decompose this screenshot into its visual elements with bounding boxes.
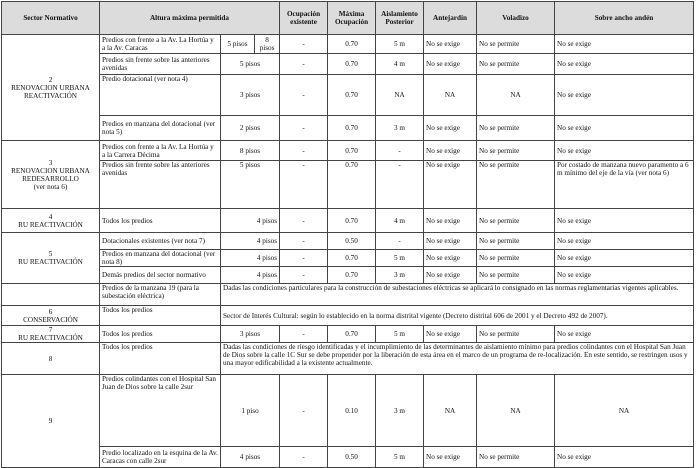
ocupacion-existente-cell: - <box>280 375 328 447</box>
table-row <box>2 233 694 250</box>
predios-cell: Predios con frente a la Av. La Hortúa y a la Av. Caracas <box>100 35 221 54</box>
table-row <box>2 75 694 116</box>
max-ocupacion-cell: 0.70 <box>328 75 376 116</box>
ocupacion-existente-cell: - <box>280 267 328 284</box>
sector-3-cell: 3 RENOVACION URBANA REDESARROLLO (ver nota 6) <box>2 141 100 209</box>
voladizo-cell: No se permite <box>477 141 555 161</box>
voladizo-cell: No se permite <box>477 35 555 54</box>
voladizo-cell: NA <box>477 375 555 447</box>
table-row <box>2 250 694 267</box>
sector-8-cell: 8 <box>2 343 100 375</box>
header-altura: Altura máxima permitida <box>100 2 280 35</box>
sobre-anden-cell: No se exige <box>555 209 694 233</box>
voladizo-cell: No se permite <box>477 54 555 75</box>
voladizo-cell: No se permite <box>477 267 555 284</box>
sector-7-cell: 7 RU REACTIVACIÓN <box>2 326 100 343</box>
max-ocupacion-cell: 0.70 <box>328 116 376 141</box>
height-cell: 1 piso <box>221 375 280 447</box>
predios-cell: Todos los predios <box>100 326 221 343</box>
aislamiento-cell: - <box>376 141 424 161</box>
antejardin-cell: No se exige <box>424 116 477 141</box>
sector-4-cell: 4 RU REACTIVACIÓN <box>2 209 100 233</box>
height-cell: 8 pisos <box>221 141 280 161</box>
voladizo-cell: No se permite <box>477 447 555 468</box>
sobre-anden-cell: No se exige <box>555 267 694 284</box>
sobre-anden-cell: No se exige <box>555 75 694 116</box>
height-cell: 4 pisos <box>221 233 280 250</box>
sobre-anden-cell: No se exige <box>555 250 694 267</box>
antejardin-cell: No se exige <box>424 161 477 209</box>
aislamiento-cell: 5 m <box>376 326 424 343</box>
height-cell: 3 pisos <box>221 75 280 116</box>
predios-cell: Todos los predios <box>100 343 221 375</box>
aislamiento-cell: - <box>376 233 424 250</box>
antejardin-cell: No se exige <box>424 267 477 284</box>
ocupacion-existente-cell: - <box>280 75 328 116</box>
ocupacion-existente-cell: - <box>280 35 328 54</box>
aislamiento-cell: 4 m <box>376 54 424 75</box>
header-sobre-anden: Sobre ancho andén <box>555 2 694 35</box>
table-row <box>2 161 694 209</box>
antejardin-cell: NA <box>424 75 477 116</box>
max-ocupacion-cell: 0.70 <box>328 267 376 284</box>
table-row <box>2 306 694 326</box>
sector-6-cell: 6 CONSERVACIÓN <box>2 306 100 326</box>
table-row <box>2 343 694 375</box>
table-row <box>2 54 694 75</box>
predios-cell: Demás predios del sector normativo <box>100 267 221 284</box>
ocupacion-existente-cell: - <box>280 233 328 250</box>
aislamiento-cell: 5 m <box>376 447 424 468</box>
predios-cell: Predios sin frente sobre las anteriores avenidas <box>100 161 221 209</box>
ocupacion-existente-cell: - <box>280 447 328 468</box>
antejardin-cell: No se exige <box>424 250 477 267</box>
sobre-anden-cell: No se exige <box>555 116 694 141</box>
note-cell: Sector de Interés Cultural: según lo establecido en la norma distrital vigente (Decreto distrital 606 de 2001 y el Decreto 492 de 2007). <box>221 306 694 326</box>
predios-cell: Predios sin frente sobre las anteriores avenidas <box>100 54 221 75</box>
sobre-anden-cell: No se exige <box>555 447 694 468</box>
table-row <box>2 326 694 343</box>
predios-cell: Predio localizado en la esquina de la Av. Caracas con calle 2sur <box>100 447 221 468</box>
sobre-anden-cell: No se exige <box>555 54 694 75</box>
height-cell: 5 pisos <box>221 35 255 54</box>
table-row <box>2 267 694 284</box>
max-ocupacion-cell: 0.70 <box>328 54 376 75</box>
antejardin-cell: NA <box>424 375 477 447</box>
height-cell: 4 pisos <box>221 267 280 284</box>
predios-cell: Predios colindantes con el Hospital San Juan de Dios sobre la calle 2sur <box>100 375 221 447</box>
max-ocupacion-cell: 0.70 <box>328 161 376 209</box>
header-row <box>2 2 694 35</box>
voladizo-cell: No se permite <box>477 233 555 250</box>
antejardin-cell: No se exige <box>424 141 477 161</box>
max-ocupacion-cell: 0.70 <box>328 326 376 343</box>
voladizo-cell: No se permite <box>477 209 555 233</box>
sobre-anden-cell: Por costado de manzana nuevo paramento a 6 m mínimo del eje de la vía (ver nota 6) <box>555 161 694 209</box>
voladizo-cell: No se permite <box>477 161 555 209</box>
predios-cell: Todos los predios <box>100 209 221 233</box>
antejardin-cell: No se exige <box>424 54 477 75</box>
ocupacion-existente-cell: - <box>280 54 328 75</box>
height-cell: 4 pisos <box>221 209 280 233</box>
aislamiento-cell: - <box>376 161 424 209</box>
sobre-anden-cell: No se exige <box>555 141 694 161</box>
sector-2-cell: 2 RENOVACION URBANA REACTIVACIÓN <box>2 35 100 141</box>
max-ocupacion-cell: 0.70 <box>328 35 376 54</box>
header-aislamiento: Aislamiento Posterior <box>376 2 424 35</box>
sobre-anden-cell: No se exige <box>555 35 694 54</box>
table-row <box>2 209 694 233</box>
table-row <box>2 284 694 306</box>
aislamiento-cell: 4 m <box>376 209 424 233</box>
header-sector: Sector Normativo <box>2 2 100 35</box>
header-antejardin: Antejardín <box>424 2 477 35</box>
predios-cell: Predios de la manzana 19 (para la subestación eléctrica) <box>100 284 221 306</box>
sector-empty-cell <box>2 284 100 306</box>
ocupacion-existente-cell: - <box>280 141 328 161</box>
aislamiento-cell: 3 m <box>376 116 424 141</box>
predios-cell: Dotacionales existentes (ver nota 7) <box>100 233 221 250</box>
height-cell: 3 pisos <box>221 326 280 343</box>
header-maxima-ocupacion: Máxima Ocupación <box>328 2 376 35</box>
table-row <box>2 141 694 161</box>
header-voladizo: Voladizo <box>477 2 555 35</box>
antejardin-cell: No se exige <box>424 326 477 343</box>
sobre-anden-cell: No se exige <box>555 326 694 343</box>
antejardin-cell: No se exige <box>424 35 477 54</box>
max-ocupacion-cell: 0.70 <box>328 209 376 233</box>
antejardin-cell: No se exige <box>424 209 477 233</box>
max-ocupacion-cell: 0.10 <box>328 375 376 447</box>
predios-cell: Predio dotacional (ver nota 4) <box>100 75 221 116</box>
ocupacion-existente-cell: - <box>280 326 328 343</box>
antejardin-cell: No se exige <box>424 447 477 468</box>
sector-5-cell: 5 RU REACTIVACIÓN <box>2 233 100 284</box>
max-ocupacion-cell: 0.70 <box>328 250 376 267</box>
aislamiento-cell: 5 m <box>376 35 424 54</box>
height-cell: 2 pisos <box>221 116 280 141</box>
aislamiento-cell: 5 m <box>376 250 424 267</box>
ocupacion-existente-cell: - <box>280 209 328 233</box>
note-cell: Dadas las condiciones de riesgo identificadas y el incumplimiento de las determinantes de aislamiento mínimo para predios colindantes con el Hospital San Juan de Dios sobre la calle 1C Sur se debe propender por la liberación de esta área en el marco de un programa de re-localización. En este sentido, se restringen usos y una mayor edificabilidad a la existente actualmente. <box>221 343 694 375</box>
aislamiento-cell: 3 m <box>376 267 424 284</box>
voladizo-cell: NA <box>477 75 555 116</box>
max-ocupacion-cell: 0.50 <box>328 233 376 250</box>
aislamiento-cell: 3 m <box>376 375 424 447</box>
sobre-anden-cell: NA <box>555 375 694 447</box>
sector-9-cell: 9 <box>2 375 100 468</box>
voladizo-cell: No se permite <box>477 116 555 141</box>
voladizo-cell: No se permite <box>477 250 555 267</box>
height-cell: 4 pisos <box>221 447 280 468</box>
voladizo-cell: No se permite <box>477 326 555 343</box>
predios-cell: Todos los predios <box>100 306 221 326</box>
height-cell: 4 pisos <box>221 250 280 267</box>
predios-cell: Predios en manzana del dotacional (ver nota 8) <box>100 250 221 267</box>
ocupacion-existente-cell: - <box>280 250 328 267</box>
note-cell: Dadas las condiciones particulares para la construcción de subestaciones eléctricas se aplicará lo consignado en las normas reglamentarias vigentes aplicables. <box>221 284 694 306</box>
height-cell: 5 pisos <box>221 54 280 75</box>
table-row <box>2 35 694 54</box>
predios-cell: Predios con frente a la Av. La Hortúa y a la Carrera Décima <box>100 141 221 161</box>
header-ocupacion-existente: Ocupación existente <box>280 2 328 35</box>
norm-table <box>1 1 694 468</box>
max-ocupacion-cell: 0.50 <box>328 447 376 468</box>
table-row <box>2 116 694 141</box>
antejardin-cell: No se exige <box>424 233 477 250</box>
table-row <box>2 447 694 468</box>
sobre-anden-cell: No se exige <box>555 233 694 250</box>
aislamiento-cell: NA <box>376 75 424 116</box>
predios-cell: Predios en manzana del dotacional (ver nota 5) <box>100 116 221 141</box>
ocupacion-existente-cell: - <box>280 161 328 209</box>
height-cell: 5 pisos <box>221 161 280 209</box>
height-cell: 8 pisos <box>255 35 280 54</box>
max-ocupacion-cell: 0.70 <box>328 141 376 161</box>
ocupacion-existente-cell: - <box>280 116 328 141</box>
